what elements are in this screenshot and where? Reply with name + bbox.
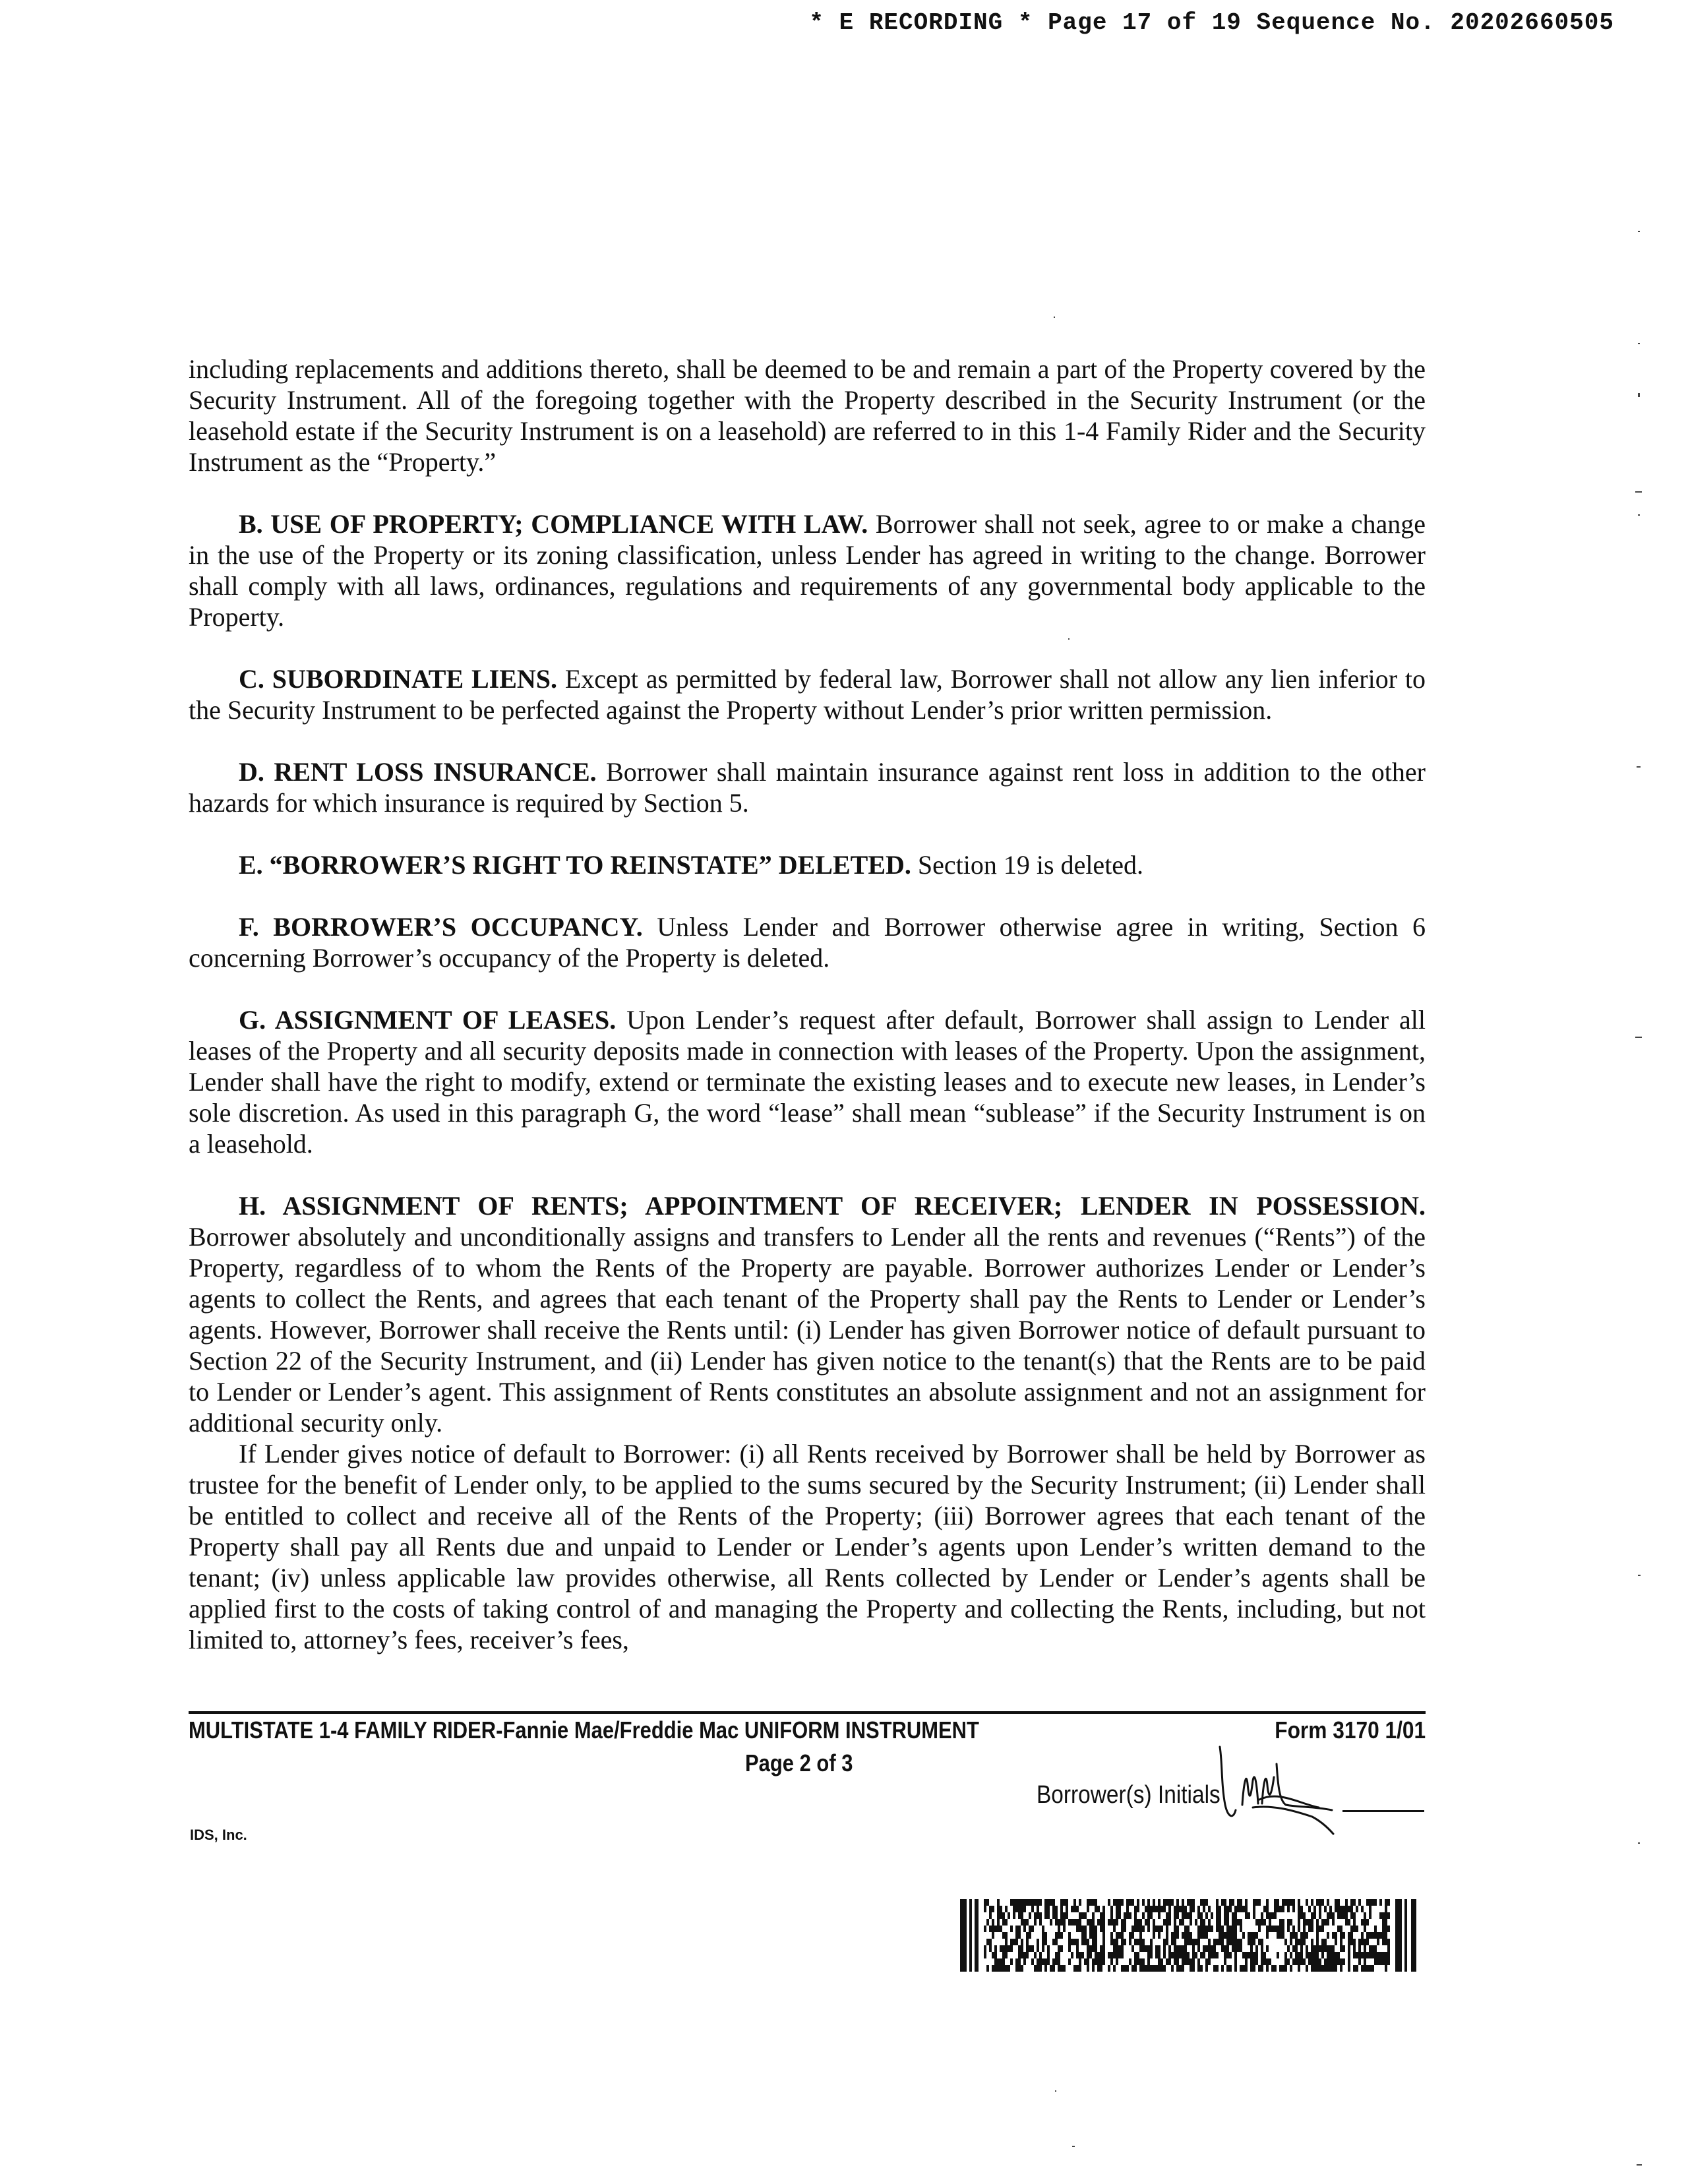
section-f bbox=[189, 911, 1426, 973]
section-text: Borrower shall maintain insurance against rent loss in addition to the other hazards for which insurance is required by Section 5. bbox=[189, 757, 1426, 818]
recording-stamp-header: * E RECORDING * Page 17 of 19 Sequence No. 20202660505 bbox=[809, 9, 1614, 36]
section-text: Borrower absolutely and unconditionally assigns and transfers to Lender all the rents and revenues (“Rents”) of the Property, regardless of to whom the Rents of the Property are payable. Borrower authorizes Lender or Lender’s agents to collect the Rents, and agrees that each tenant of the Property shall pay the Rents to Lender or Lender’s agents. However, Borrower shall receive the Rents until: (i) Lender has given Borrower notice of default pursuant to Section 22 of the Security Instrument, and (ii) Lender has given notice to the tenant(s) that the Rents are to be paid to Lender or Lender’s agent. This assignment of Rents constitutes an absolute assignment and not an assignment for additional security only. bbox=[189, 1222, 1426, 1438]
footer-divider bbox=[189, 1711, 1426, 1714]
barcode bbox=[960, 1899, 1419, 1972]
vendor-mark: IDS, Inc. bbox=[190, 1827, 247, 1843]
scan-speck bbox=[1635, 491, 1642, 493]
section-heading: G. ASSIGNMENT OF LEASES. bbox=[239, 1005, 617, 1035]
section-d bbox=[189, 756, 1426, 818]
section-b bbox=[189, 508, 1426, 632]
scan-speck bbox=[1068, 638, 1070, 640]
continuation-paragraph: If Lender gives notice of default to Borrower: (i) all Rents received by Borrower shall be held by Borrower as trustee for the benefit of Lender only, to be applied to the sums secured by the Security Instrument; (ii) Lender shall be entitled to collect and receive all of the Rents of the Property; (iii) Borrower agrees that each tenant of the Property shall pay all Rents due and unpaid to Lender or Lender’s agents upon Lender’s written demand to the tenant; (iv) unless applicable law provides otherwise, all Rents collected by Lender or Lender’s agents shall be applied first to the costs of taking control of and managing the Property and collecting the Rents, including, but not limited to, attorney’s fees, receiver’s fees, bbox=[189, 1439, 1426, 1654]
section-text: Upon Lender’s request after default, Borrower shall assign to Lender all leases of the Property and all security deposits made in connection with leases of the Property. Upon the assignment, Lender shall have the right to modify, extend or terminate the existing leases and to execute new leases, in Lender’s sole discretion. As used in this paragraph G, the word “lease” shall mean “sublease” if the Security Instrument is on a leasehold. bbox=[189, 1005, 1426, 1159]
section-heading: B. USE OF PROPERTY; COMPLIANCE WITH LAW. bbox=[239, 509, 868, 539]
section-heading: E. “BORROWER’S RIGHT TO REINSTATE” DELETED. bbox=[239, 850, 911, 880]
scan-speck bbox=[1637, 2164, 1642, 2166]
intro-paragraph: including replacements and additions thereto, shall be deemed to be and remain a part of the Property covered by the Security Instrument. All of the foregoing together with the Property described in the Security Instrument (or the leasehold estate if the Security Instrument is on a leasehold) are referred to in this 1-4 Family Rider and the Security Instrument as the “Property.” bbox=[189, 354, 1426, 477]
form-title: MULTISTATE 1-4 FAMILY RIDER-Fannie Mae/Freddie Mac UNIFORM INSTRUMENT bbox=[189, 1716, 979, 1744]
section-text: Section 19 is deleted. bbox=[911, 850, 1144, 880]
section-heading: H. ASSIGNMENT OF RENTS; APPOINTMENT OF RECEIVER; LENDER IN POSSESSION. bbox=[239, 1191, 1426, 1221]
section-text: Borrower shall not seek, agree to or make a change in the use of the Property or its zoning classification, unless Lender has agreed in writing to the change. Borrower shall comply with all laws, ordinances, regulations and requirements of any governmental body applicable to the Property. bbox=[189, 509, 1426, 632]
initials-signature bbox=[1213, 1744, 1345, 1836]
section-c bbox=[189, 663, 1426, 725]
document-body bbox=[189, 353, 1426, 1655]
section-heading: F. BORROWER’S OCCUPANCY. bbox=[239, 912, 643, 942]
scan-speck bbox=[1638, 343, 1640, 344]
scan-speck bbox=[1638, 231, 1640, 232]
section-text: Unless Lender and Borrower otherwise agree in writing, Section 6 concerning Borrower’s occupancy of the Property is deleted. bbox=[189, 912, 1426, 973]
initials-blank-line bbox=[1342, 1810, 1424, 1812]
section-heading: C. SUBORDINATE LIENS. bbox=[239, 664, 558, 694]
section-text: Except as permitted by federal law, Borrower shall not allow any lien inferior to the Security Instrument to be perfected against the Property without Lender’s prior written permission. bbox=[189, 664, 1426, 725]
section-h bbox=[189, 1190, 1426, 1438]
section-g bbox=[189, 1004, 1426, 1159]
scan-speck bbox=[1054, 317, 1055, 318]
scan-speck bbox=[1637, 766, 1641, 768]
scan-speck bbox=[1638, 1842, 1640, 1844]
scan-speck bbox=[1635, 1037, 1642, 1038]
scan-speck bbox=[1638, 393, 1640, 397]
scan-speck bbox=[1638, 1575, 1641, 1576]
section-e bbox=[189, 849, 1426, 880]
borrower-initials-label: Borrower(s) Initials bbox=[1037, 1781, 1221, 1809]
page-number: Page 2 of 3 bbox=[745, 1749, 853, 1776]
scan-speck bbox=[1072, 2146, 1075, 2147]
scan-speck bbox=[1638, 514, 1640, 516]
section-heading: D. RENT LOSS INSURANCE. bbox=[239, 757, 597, 787]
form-number: Form 3170 1/01 bbox=[1275, 1716, 1426, 1744]
scan-speck bbox=[1055, 2090, 1056, 2092]
